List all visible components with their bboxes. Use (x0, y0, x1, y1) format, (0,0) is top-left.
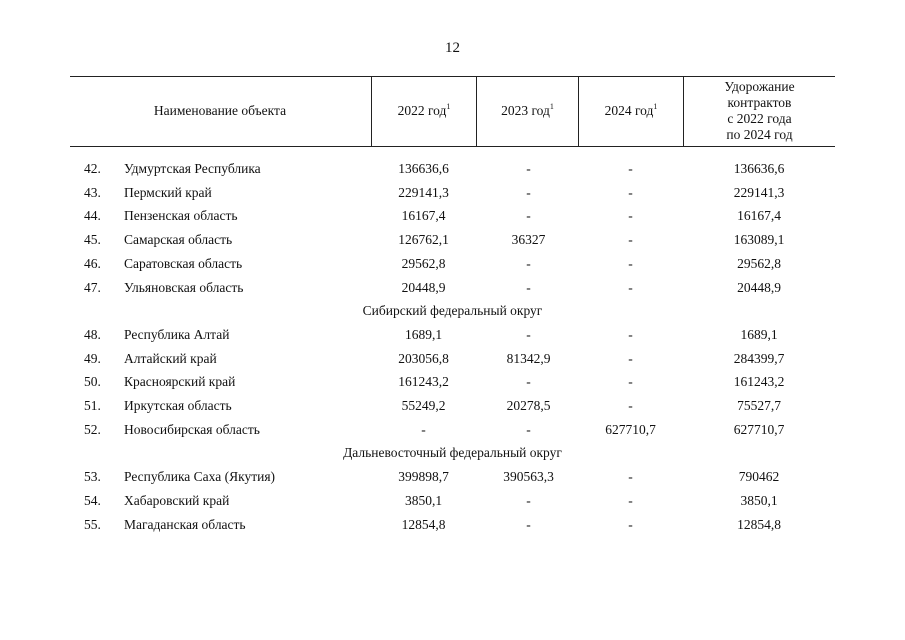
header-name (70, 76, 370, 146)
value-increase: 163089,1 (733, 232, 785, 248)
table-row (0, 228, 905, 252)
value-2024: - (628, 184, 633, 200)
header-bottom-border (70, 146, 835, 147)
footnote-mark: 1 (653, 102, 658, 111)
value-2022: 399898,7 (398, 469, 449, 485)
table-row (0, 513, 905, 537)
value-increase: 29562,8 (737, 255, 781, 271)
header-increase-line: Удорожание (724, 79, 795, 94)
object-name: Иркутская область (124, 398, 232, 413)
value-2024: - (628, 398, 633, 413)
row-number: 51. (84, 398, 101, 413)
value-2022: 29562,8 (401, 255, 446, 271)
table-row (0, 465, 905, 489)
value-2022: 1689,1 (404, 326, 443, 342)
header-increase (684, 76, 835, 146)
value-2023: 390563,3 (503, 469, 554, 485)
value-2023: - (526, 255, 531, 271)
header-name-label: Наименование объекта (153, 103, 287, 118)
value-2023: - (526, 492, 531, 508)
row-number: 50. (84, 374, 101, 390)
value-2023: - (526, 184, 531, 200)
row-number: 54. (84, 492, 101, 508)
value-2024: 627710,7 (605, 421, 656, 437)
value-increase: 3850,1 (740, 492, 778, 508)
table-row (0, 157, 905, 181)
table-row (0, 347, 905, 371)
object-name: Республика Саха (Якутия) (124, 469, 276, 485)
object-name: Пермский край (124, 184, 212, 200)
value-increase: 627710,7 (733, 421, 785, 437)
value-increase: 75527,7 (737, 398, 781, 413)
header-increase-line: по 2024 год (726, 127, 793, 142)
header-2023-label: 2023 год (501, 103, 550, 118)
value-increase: 790462 (738, 469, 780, 485)
header-increase-line: с 2022 года (727, 111, 792, 126)
value-2022: 20448,9 (401, 279, 446, 295)
value-2024: - (628, 469, 633, 485)
object-name: Красноярский край (124, 374, 236, 390)
value-2024: - (628, 255, 633, 271)
value-increase: 1689,1 (740, 326, 778, 342)
value-2023: - (526, 421, 531, 437)
value-2023: 20278,5 (506, 398, 551, 413)
table-row (0, 418, 905, 442)
value-2023: - (526, 326, 531, 342)
value-2024: - (628, 208, 633, 224)
value-2024: - (628, 350, 633, 366)
value-2022: 161243,2 (398, 374, 449, 390)
object-name: Самарская область (124, 232, 233, 248)
row-number: 52. (84, 421, 101, 437)
row-number: 53. (84, 469, 101, 485)
row-number: 45. (84, 232, 101, 248)
header-2023 (477, 76, 578, 146)
header-2024 (579, 76, 683, 146)
value-2024: - (628, 279, 633, 295)
value-increase: 136636,6 (733, 161, 785, 176)
footnote-mark: 1 (446, 102, 451, 111)
footnote-mark: 1 (549, 102, 554, 111)
value-2023: - (526, 161, 531, 176)
row-number: 46. (84, 255, 101, 271)
value-2024: - (628, 161, 633, 176)
table-row (0, 489, 905, 513)
value-2023: - (526, 374, 531, 390)
table-row (0, 181, 905, 205)
value-2022: - (421, 421, 426, 437)
table-row (0, 252, 905, 276)
value-increase: 161243,2 (733, 374, 785, 390)
header-2022 (372, 76, 476, 146)
row-number: 55. (84, 516, 101, 532)
value-2022: 12854,8 (401, 516, 446, 532)
value-2023: - (526, 208, 531, 224)
object-name: Магаданская область (124, 516, 246, 532)
value-2022: 229141,3 (398, 184, 449, 200)
value-2022: 16167,4 (401, 208, 446, 224)
value-2024: - (628, 326, 633, 342)
value-2023: - (526, 516, 531, 532)
value-increase: 12854,8 (737, 516, 781, 532)
value-2022: 136636,6 (398, 161, 449, 176)
row-number: 44. (84, 208, 101, 224)
value-increase: 229141,3 (733, 184, 785, 200)
value-2022: 203056,8 (398, 350, 449, 366)
header-increase-line: контрактов (727, 95, 792, 110)
value-2022: 55249,2 (401, 398, 446, 413)
header-2022-label: 2022 год (397, 103, 447, 118)
row-number: 48. (84, 326, 101, 342)
page-number: 12 (445, 40, 460, 56)
value-2023: 81342,9 (506, 350, 551, 366)
object-name: Алтайский край (124, 350, 217, 366)
district-heading: Сибирский федеральный округ (362, 303, 543, 319)
value-2023: 36327 (511, 232, 546, 248)
table-row (0, 394, 905, 418)
object-name: Пензенская область (124, 208, 238, 224)
table-row (0, 204, 905, 228)
table-row (0, 323, 905, 347)
district-heading: Дальневосточный федеральный округ (343, 445, 562, 461)
object-name: Ульяновская область (124, 279, 244, 295)
row-number: 42. (84, 161, 101, 176)
row-number: 47. (84, 279, 101, 295)
value-2022: 3850,1 (404, 492, 443, 508)
header-2024-label: 2024 год (604, 103, 654, 118)
value-2024: - (628, 492, 633, 508)
table-row (0, 370, 905, 394)
value-2023: - (526, 279, 531, 295)
value-2022: 126762,1 (398, 232, 449, 248)
object-name: Хабаровский край (124, 492, 230, 508)
table-row (0, 276, 905, 300)
row-number: 43. (84, 184, 101, 200)
row-number: 49. (84, 350, 101, 366)
value-2024: - (628, 516, 633, 532)
value-increase: 284399,7 (733, 350, 785, 366)
object-name: Республика Алтай (124, 326, 230, 342)
value-increase: 20448,9 (737, 279, 781, 295)
value-2024: - (628, 232, 633, 248)
object-name: Удмуртская Республика (124, 161, 261, 176)
value-increase: 16167,4 (737, 208, 781, 224)
object-name: Саратовская область (124, 255, 243, 271)
object-name: Новосибирская область (124, 421, 260, 437)
value-2024: - (628, 374, 633, 390)
